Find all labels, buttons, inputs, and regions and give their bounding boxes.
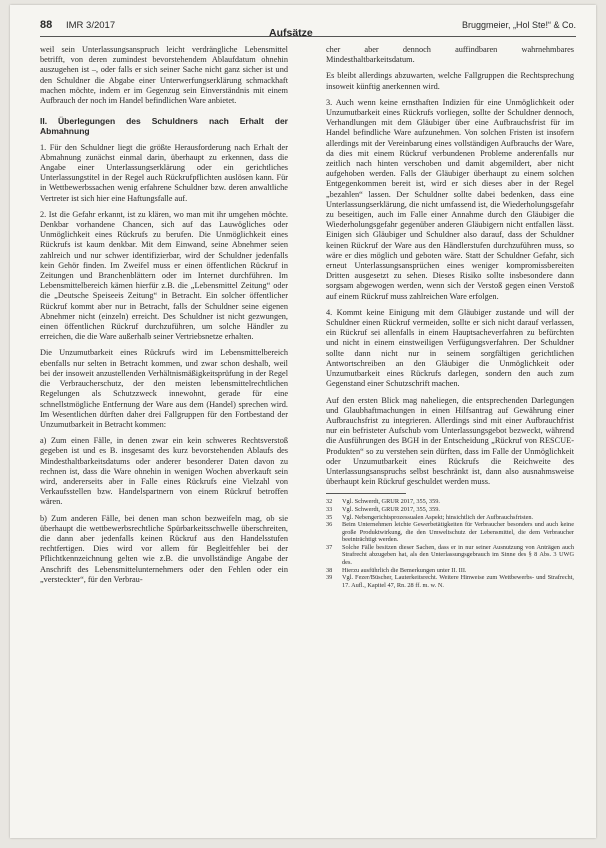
- footnote: 38 Hierzu ausführlich die Bemerkungen unter II. III.: [326, 566, 467, 574]
- footnote: 32 Vgl. Schwerdt, GRUR 2017, 355, 359.: [326, 498, 440, 506]
- section-heading: II. Überlegungen des Schuldners nach Erhalt der Abmahnung: [40, 116, 288, 137]
- journal-reference: IMR 3/2017: [66, 20, 116, 31]
- document-page: [10, 5, 596, 838]
- footnote: 37 Solche Fälle besitzen dieser Sachen, dass er in nur seiner Ausnutzung von Anträgen auch Strafrecht abzugeben hat, als den Unterlassungsgebrauch im Sinne des § 8 Abs. 3 UWG des.: [326, 543, 574, 567]
- footnote: 35 Vgl. Nebengerichtsprozessualen Aspekt; hinsichtlich der Aufbrauchsfristen.: [326, 513, 534, 521]
- paragraph: 3. Auch wenn keine ernsthaften Indizien für eine Unmöglichkeit oder Unzumutbarkeit eines Rückrufs vorliegen, sollte der Schuldner dennoch, Verhandlungen mit dem Gläubiger über eine Aufbrauchsfrist für im Handel befindliche Ware aufzunehmen. Von solchen Fristen ist insofern allerdings mit der Vereinbarung eines vollständigen Aufbrauchs der Ware, da dies mit einem Rückruf verbundenen Probleme anderenfalls nur zeitlich nach hinten verschoben und damit abgemildert, aber nicht aufgehoben werden. Falls der Gläubiger überhaupt zu einem solchen Entgegenkommen bereit ist, wird er sich dieses aber in der Regel „bezahlen“ lassen. Der Schuldner sollte dabei bedenken, dass eine Unterlassungserklärung, die nicht umfassend ist, die Wiederholungsgefahr zu beseitigen, auch im Falle einer Annahme durch den Gläubiger die Wiederholungsgefahr gegenüber anderen Gläubigern nicht entfallen lässt. Einigen sich Gläubiger und Schuldner also darauf, dass der Schuldner keinen Rückruf der Ware aus den Händlerstufen durchzuführen muss, so wäre er dies möglich und geboten wäre. Statt der Schuldner Gefahr, sich erneut Unterlassungsansprüchen eines weniger kompromissbereiten Dritten ausgesetzt zu sehen. Dieses Risiko sollte insbesondere dann sorgsam abgewogen werden, wenn sich der Verstoß gegen einen Verstoß auf einem Rückruf muss zahlreichen Ware erfolgen.: [326, 97, 574, 301]
- header-rule: [40, 36, 576, 37]
- paragraph: Auf den ersten Blick mag naheliegen, die entsprechenden Darlegungen und Glaubhaftmachungen in einen Hilfsantrag auf Gewährung einer Aufbrauchsfrist zu integrieren. Allerdings sind mit einer Aufbrauchfrist nur ein befristeter Aufschub vom Unterlassungsgebot bezweckt, während die Ausführungen des BGH in der Entscheidung „Rückruf von RESCUE-Produkten“ so zu verstehen sein dürften, dass im Falle der Unmöglichkeit oder Unzumutbarkeit eines Rückrufs die Reichweite des Unterlassungsanspruchs selbst beschränkt ist, dann also ausnahmsweise überhaupt kein Rückruf geschuldet werden muss.: [326, 395, 574, 487]
- footnote-rule: [326, 493, 406, 494]
- paragraph: 1. Für den Schuldner liegt die größte Herausforderung nach Erhalt der Abmahnung zunächst einmal darin, überhaupt zu erkennen, dass die Angabe einer Unterlassungserklärung oder ein gerichtliches Unterlassungstitel in der Regel auch Rückrufpflichten auslösen kann. Für in Wettbewerbssachen wenig erfahrene Schuldner bzw. deren anwaltliche Vertreter ist sich hier eine Haftungsfalle auf.: [40, 142, 288, 203]
- right-column: [326, 45, 574, 589]
- paragraph: Es bleibt allerdings abzuwarten, welche Fallgruppen die Rechtsprechung insoweit künftig anerkennen wird.: [326, 71, 574, 91]
- left-column: [40, 45, 288, 591]
- footnote: 39 Vgl. Fezer/Büscher, Lauterkeitsrecht. Weitere Hinweise zum Wettbewerbs- und Strafrecht, 17. Aufl., Kapitel 47, Rn. 28 ff. m. w. N.: [326, 574, 574, 589]
- paragraph: 2. Ist die Gefahr erkannt, ist zu klären, wo man mit ihr umgehen möchte. Denkbar vorhandene Chancen, sich auf das Lauwögliches oder Unmöglichkeit eines Rückrufs zu berufen. Die Unmöglichkeit eines Rückrufs ist kaum denkbar. Mit dem Einwand, seine Abnehmer seien zahlreich und nur schwer identifizierbar, wird der Schuldner jedenfalls kein Gehör finden. Im Zweifel muss er einen öffentlichen Rückruf in Zeitungen und Branchenblättern oder im Internet durchführen. Im Lebensmittelbereich kämen hierfür z.B. die „Lebensmittel Zeitung“ oder die „Deutsche Speiseeis Zeitung“ in Betracht. Ein solcher öffentlicher Rückruf kommt aber nur in Betracht, falls der Schuldner seine eigenen Abnehmer nicht (einzeln) erreicht. Des Schuldner ist nicht gezwungen, einen öffentlichen Rückruf durchzuführen, um solche Händler zu erreichen, die die Ware außerhalb seiner Vertriebsnetze erhalten.: [40, 209, 288, 342]
- running-author: Bruggmeier, „Hol Ste!“ & Co.: [461, 20, 576, 30]
- paragraph: Die Unzumutbarkeit eines Rückrufs wird im Lebensmittelbereich ebenfalls nur selten in Betracht kommen, und zwar schon deshalb, weil bei der insoweit anzustellenden Verhältnismäßigkeitsprüfung in der Regel die Verbraucherschutz, der den meisten lebensmittelrechtlichen Regelungen als Schutzzweck innewohnt, gerade für eine schnellstmögliche Entfernung der Ware aus dem (Handel) sprechen wird. Im Wesentlichen dürften daher drei Fallgruppen für den Fortbestand der Unzumutbarkeit in Betracht kommen:: [40, 348, 288, 429]
- footnote: 36 Beim Unternehmen leichte Gewerbetätigkeiten für Verbraucher besonders und auch keine große Produktwirkung, die den Umweltschutz der Lebensmittel, die dem Verbraucher beeinträchtigt werden.: [326, 521, 574, 544]
- section-title: Aufsätze: [269, 27, 313, 39]
- paragraph: a) Zum einen Fälle, in denen zwar ein kein schweres Rechtsverstoß gegeben ist und es B. insgesamt des kurz bevorstehenden Ablaufs des Mindesthaltbarkeitsdatums oder anderer besonderer Daten davon zu rechnen ist, dass die Ware ohnehin in wenigen Wochen abverkauft sein wird, andererseits aber in Falle eines Rückrufs eine Vielzahl von Verkaufsstellen bzw. Handelspartnern von einem Rückruf betroffen wären.: [40, 436, 288, 507]
- page-number: 88: [40, 19, 53, 31]
- paragraph: 4. Kommt keine Einigung mit dem Gläubiger zustande und will der Schuldner einen Rückruf vermeiden, sollte er sich nicht darauf verlassen, ein Rückruf sei allenfalls in einem Hauptsacheverfahren zu befürchten und nicht in einem einstweiligen Verfügungsverfahren. Der Schuldner sollte dann nicht nur in seinem sorgfältigen gerichtlichen Antwortschreiben an den Gläubiger die Unmöglichkeit oder Unzumutbarkeit eines Rückrufs darlegen, sondern den auch zum Gegenstand einer Schutzschrift machen.: [326, 307, 574, 389]
- paragraph: cher aber dennoch auffindbaren wahrnehmbares Mindesthaltbarkeitsdatum.: [326, 45, 574, 65]
- paragraph: weil sein Unterlassungsanspruch leicht verdrängliche Lebensmittel betrifft, von deren zumindest bevorstehendem Ablaufdatum ohnehin auszugehen ist –, oder falls er sich seiner Sache nicht ganz sicher ist und den Schuldner die Abgabe einer Unterwerfungserklärung schmackhaft machen möchte, indem er im Gegenzug sein Einverständnis mit einem Aufbrauch der noch im Handel befindlichen Ware anbietet.: [40, 45, 288, 106]
- paragraph: b) Zum anderen Fälle, bei denen man schon bezweifeln mag, ob sie überhaupt die wettbewerbsrechtliche Spürbarkeitsschwelle überschreiten, die dann aber jedenfalls keinen Rückruf aus den Handelsstufen rechtfertigen. Dies wird vor allem für Begleitfehler bei der Pflichtkennzeichnung gelten wie z.B. die unvollständige Angabe der Anschrift des Lebensmittelunternehmers oder den Fehlen oder ein „versteckter“, für den Verbrau-: [40, 513, 288, 584]
- footnote: 33 Vgl. Schwerdt, GRUR 2017, 355, 359.: [326, 505, 440, 513]
